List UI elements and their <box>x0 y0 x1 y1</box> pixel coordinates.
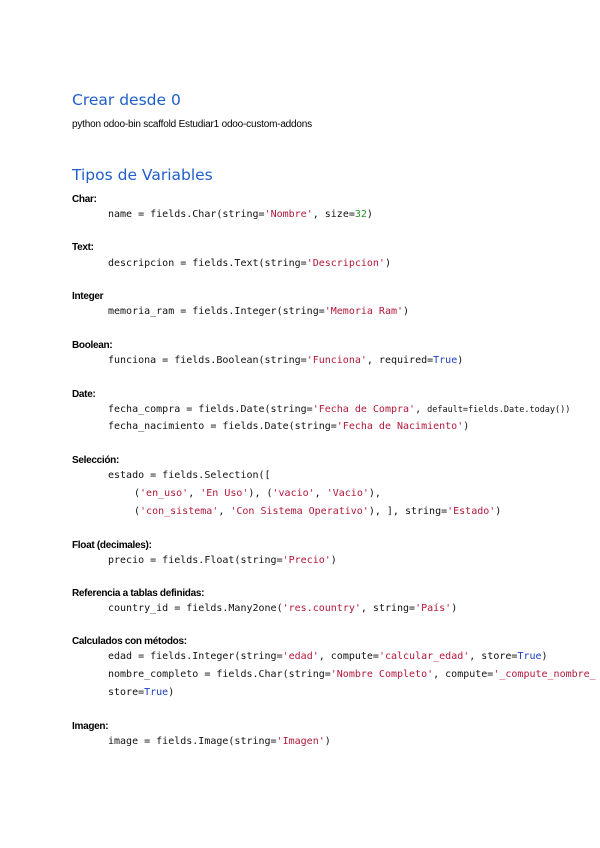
code-computed-1: edad = fields.Integer(string='edad', compute='calcular_edad', store=True) <box>108 651 548 662</box>
label-image: Imagen: <box>72 721 109 732</box>
code-selection-3: ('con_sistema', 'Con Sistema Operativo'), ], string='Estado') <box>134 506 502 517</box>
code-float: precio = fields.Float(string='Precio') <box>108 555 337 566</box>
code-computed-3: store=True) <box>108 687 175 698</box>
heading-tipos: Tipos de Variables <box>72 166 213 184</box>
code-computed-2: nombre_completo = fields.Char(string='Nombre Completo', compute='_compute_nombre_ <box>108 669 596 680</box>
label-date: Date: <box>72 389 96 400</box>
scaffold-command: python odoo-bin scaffold Estudiar1 odoo-custom-addons <box>72 119 312 130</box>
label-integer: Integer <box>72 291 104 302</box>
label-char: Char: <box>72 194 97 205</box>
code-char: name = fields.Char(string='Nombre', size=32) <box>108 209 373 220</box>
label-selection: Selección: <box>72 455 120 466</box>
code-boolean: funciona = fields.Boolean(string='Funciona', required=True) <box>108 355 464 366</box>
label-boolean: Boolean: <box>72 340 113 351</box>
code-text: descripcion = fields.Text(string='Descripcion') <box>108 258 391 269</box>
code-date-compra: fecha_compra = fields.Date(string='Fecha de Compra', default=fields.Date.today()) <box>108 404 571 415</box>
label-float: Float (decimales): <box>72 540 152 551</box>
label-reference: Referencia a tablas definidas: <box>72 588 205 599</box>
code-image: image = fields.Image(string='Imagen') <box>108 736 331 747</box>
code-reference: country_id = fields.Many2one('res.country', string='País') <box>108 603 458 614</box>
label-computed: Calculados con métodos: <box>72 636 187 647</box>
code-date-nacimiento: fecha_nacimiento = fields.Date(string='Fecha de Nacimiento') <box>108 421 470 432</box>
code-selection-1: estado = fields.Selection([ <box>108 470 271 481</box>
code-integer: memoria_ram = fields.Integer(string='Memoria Ram') <box>108 306 410 317</box>
code-selection-2: ('en_uso', 'En Uso'), ('vacio', 'Vacio'), <box>134 488 381 499</box>
label-text: Text: <box>72 242 94 253</box>
heading-crear: Crear desde 0 <box>72 91 181 109</box>
